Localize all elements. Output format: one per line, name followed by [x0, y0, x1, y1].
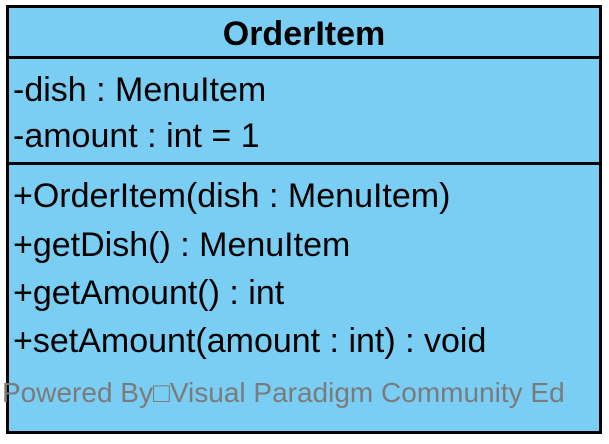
attribute-amount[interactable]: -amount : int = 1	[13, 117, 260, 155]
name-attributes-divider	[9, 56, 599, 59]
operation-set-amount[interactable]: +setAmount(amount : int) : void	[13, 322, 487, 360]
operation-get-amount[interactable]: +getAmount() : int	[13, 274, 285, 312]
uml-class-box[interactable]	[6, 5, 602, 434]
class-name: OrderItem	[222, 15, 386, 53]
operation-constructor[interactable]: +OrderItem(dish : MenuItem)	[13, 177, 451, 215]
operation-get-dish[interactable]: +getDish() : MenuItem	[13, 226, 351, 264]
attributes-operations-divider	[9, 162, 599, 165]
watermark-text: Powered By□Visual Paradigm Community Ed	[2, 377, 565, 408]
attribute-dish[interactable]: -dish : MenuItem	[13, 71, 267, 109]
